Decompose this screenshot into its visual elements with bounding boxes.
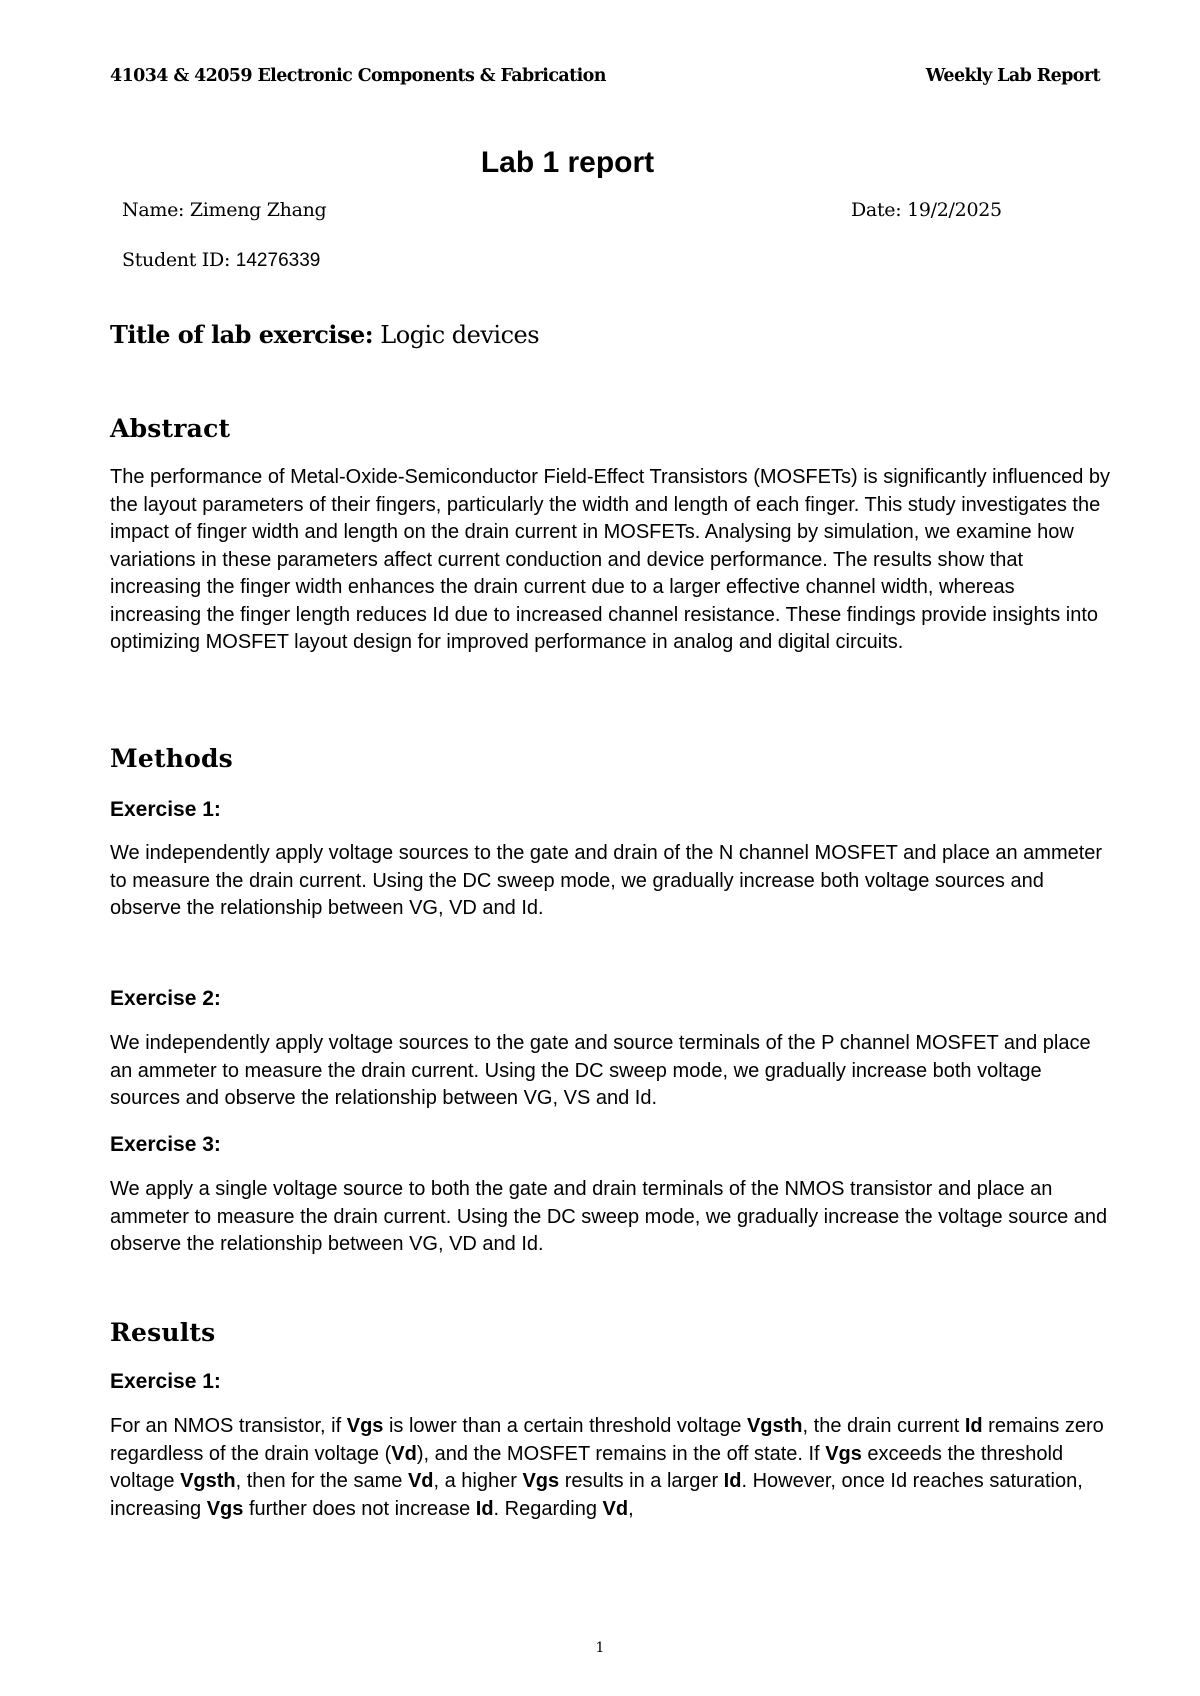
student-id-value: 14276339	[235, 250, 321, 271]
methods-exercise-3-text: We apply a single voltage source to both the gate and drain terminals of the NMOS transistor and place an ammeter to measure the drain current. Using the DC sweep mode, we gradually increase the voltage source and observe the relationship between VG, VD and Id.	[110, 1178, 1108, 1255]
results-exercise-1-text: For an NMOS transistor, if Vgs is lower than a certain threshold voltage Vgsth, the drain current Id remains zero regardless of the drain voltage (Vd), and the MOSFET remains in the off state. If Vgs exceeds the threshold voltage Vgsth, then for the same Vd, a higher Vgs results in a larger Id. However, once Id reaches saturation, increasing Vgs further does not increase Id. Regarding Vd,	[110, 1415, 1104, 1520]
page-number: 1	[595, 1640, 605, 1656]
lab-title-label: Title of lab exercise:	[110, 320, 374, 349]
abstract-heading: Abstract	[110, 414, 231, 443]
report-date: Date: 19/2/2025	[851, 199, 1002, 221]
student-id-label: Student ID:	[122, 249, 236, 271]
report-type: Weekly Lab Report	[925, 66, 1100, 86]
methods-exercise-3-heading: Exercise 3:	[110, 1133, 221, 1156]
methods-exercise-2-heading: Exercise 2:	[110, 987, 221, 1010]
methods-exercise-1-text: We independently apply voltage sources to the gate and drain of the N channel MOSFET and place an ammeter to measure the drain current. Using the DC sweep mode, we gradually increase both voltage sources and observe the relationship between VG, VD and Id.	[110, 842, 1103, 919]
lab-exercise-title	[110, 320, 539, 349]
results-exercise-1-heading: Exercise 1:	[110, 1370, 221, 1393]
student-id	[122, 249, 320, 272]
report-title: Lab 1 report	[480, 146, 655, 179]
lab-title-value: Logic devices	[373, 321, 540, 349]
methods-heading: Methods	[110, 744, 233, 773]
results-heading: Results	[110, 1318, 216, 1347]
methods-exercise-2-text: We independently apply voltage sources to the gate and source terminals of the P channel MOSFET and place an ammeter to measure the drain current. Using the DC sweep mode, we gradually increase both voltage sources and observe the relationship between VG, VS and Id.	[110, 1032, 1091, 1109]
course-title: 41034 & 42059 Electronic Components & Fabrication	[110, 66, 606, 86]
page-header	[110, 66, 1100, 86]
abstract-text: The performance of Metal-Oxide-Semiconductor Field-Effect Transistors (MOSFETs) is significantly influenced by the layout parameters of their fingers, particularly the width and length of each finger. This study investigates the impact of finger width and length on the drain current in MOSFETs. Analysing by simulation, we examine how variations in these parameters affect current conduction and device performance. The results show that increasing the finger width enhances the drain current due to a larger effective channel width, whereas increasing the finger length reduces Id due to increased channel resistance. These findings provide insights into optimizing MOSFET layout design for improved performance in analog and digital circuits.	[110, 466, 1110, 653]
methods-exercise-1-heading: Exercise 1:	[110, 798, 221, 821]
student-name: Name: Zimeng Zhang	[122, 199, 327, 221]
